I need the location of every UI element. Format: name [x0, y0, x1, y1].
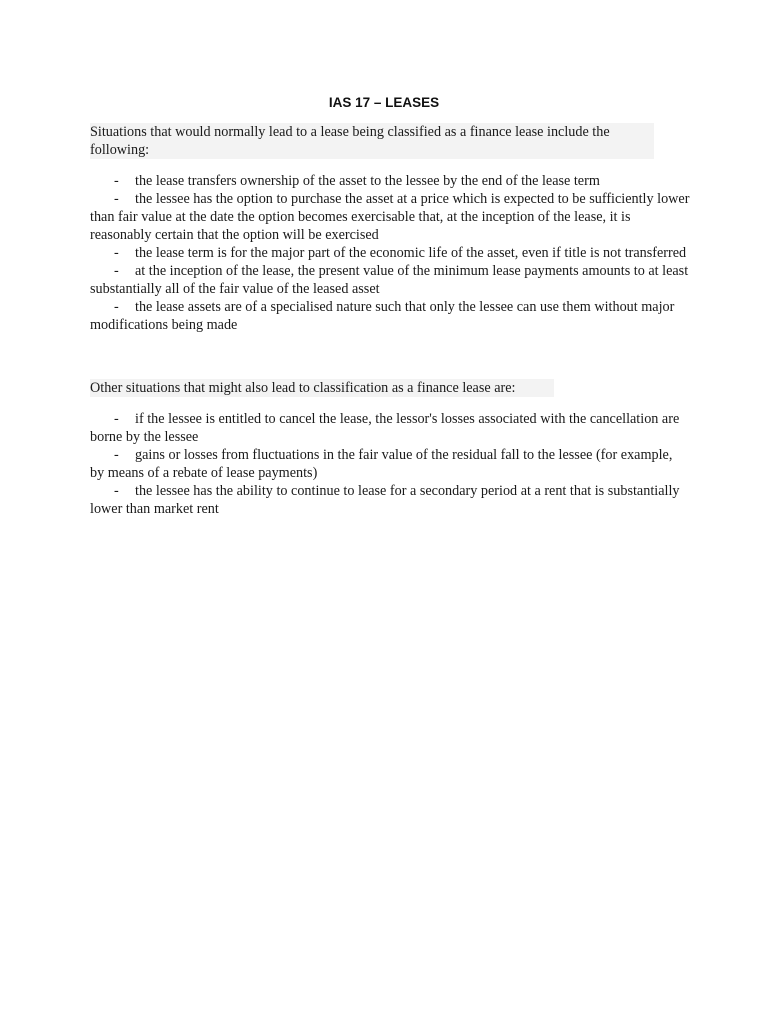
list-item	[90, 262, 690, 298]
list-item	[90, 482, 690, 518]
list-item-text: the lease transfers ownership of the asset to the lessee by the end of the lease term	[135, 173, 600, 189]
list-item-text: the lessee has the ability to continue to lease for a secondary period at a rent that is substantially lower than market rent	[90, 483, 680, 517]
bullet-dash: -	[114, 483, 119, 499]
list-item	[90, 172, 690, 190]
list-item-text: the lessee has the option to purchase the asset at a price which is expected to be sufficiently lower than fair value at the date the option becomes exercisable that, at the inception of the lease, it is reasonably certain that the option will be exercised	[90, 191, 690, 243]
bullet-dash: -	[114, 173, 119, 189]
list-item-text: gains or losses from fluctuations in the fair value of the residual fall to the lessee (for example, by means of a rebate of lease payments)	[90, 447, 673, 481]
list-item-text: the lease term is for the major part of the economic life of the asset, even if title is not transferred	[135, 245, 687, 261]
list-item	[90, 298, 690, 334]
list-item	[90, 190, 690, 244]
bullet-dash: -	[114, 411, 119, 427]
section2-intro: Other situations that might also lead to classification as a finance lease are:	[90, 379, 554, 397]
list-item-text: the lease assets are of a specialised nature such that only the lessee can use them without major modifications being made	[90, 299, 675, 333]
section1-intro: Situations that would normally lead to a lease being classified as a finance lease include the following:	[90, 123, 654, 159]
bullet-dash: -	[114, 263, 119, 279]
list-item-text: if the lessee is entitled to cancel the lease, the lessor's losses associated with the cancellation are borne by the lessee	[90, 411, 680, 445]
list-item	[90, 410, 690, 446]
section2-list	[90, 410, 690, 518]
bullet-dash: -	[114, 447, 119, 463]
bullet-dash: -	[114, 299, 119, 315]
bullet-dash: -	[114, 245, 119, 261]
list-item-text: at the inception of the lease, the present value of the minimum lease payments amounts to at least substantially all of the fair value of the leased asset	[90, 263, 689, 297]
bullet-dash: -	[114, 191, 119, 207]
section1-list	[90, 172, 690, 334]
list-item	[90, 244, 690, 262]
list-item	[90, 446, 690, 482]
document-title: IAS 17 – LEASES	[328, 95, 440, 110]
